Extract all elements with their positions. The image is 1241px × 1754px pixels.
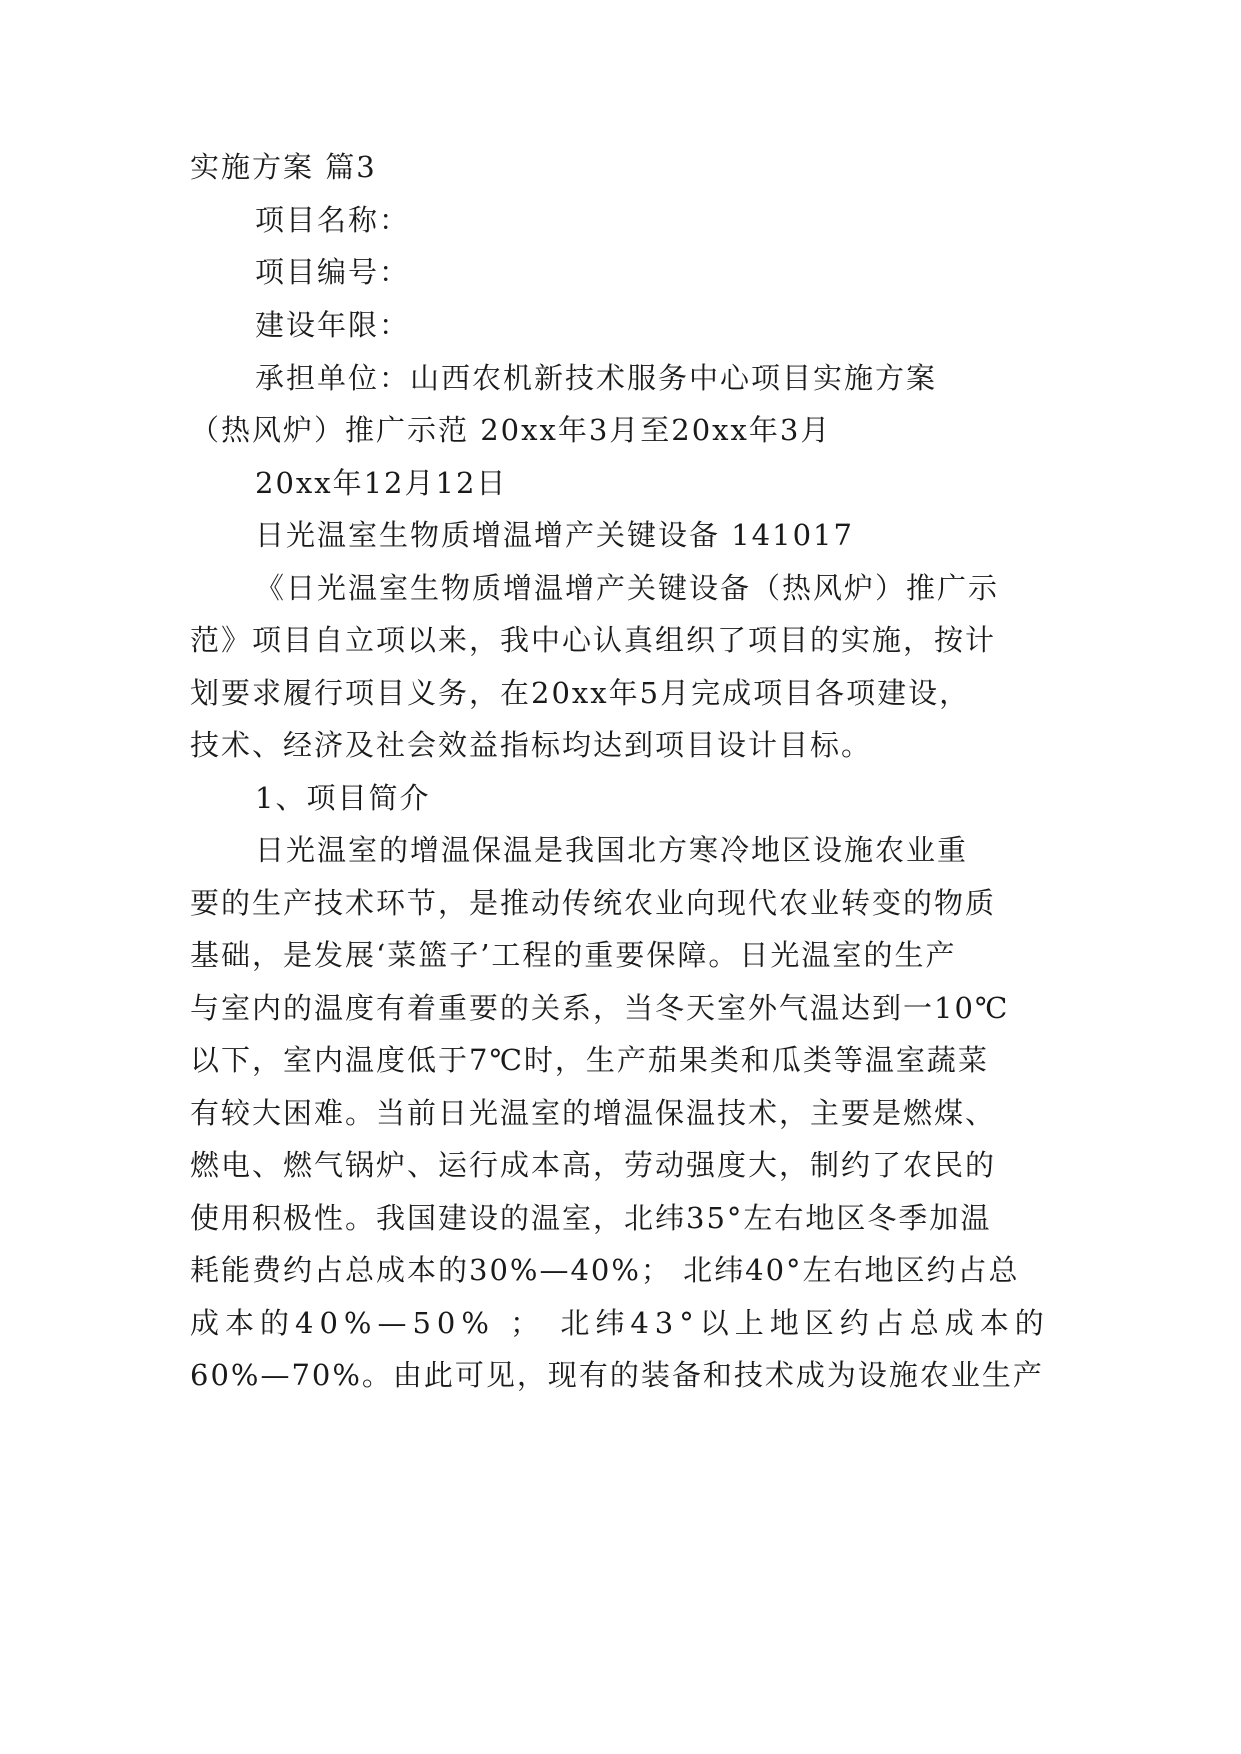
paragraph-line: 技术、经济及社会效益指标均达到项目设计目标。 [190, 728, 873, 762]
section-heading: 1、项目简介 [255, 781, 431, 815]
paragraph-line: 日光温室的增温保温是我国北方寒冷地区设施农业重 [255, 833, 969, 867]
paragraph-line: 使用积极性。我国建设的温室，北纬35°左右地区冬季加温 [190, 1201, 992, 1235]
paragraph-line: 成本的40%—50% ； 北纬43°以上地区约占总成本的 [190, 1306, 1050, 1340]
text-line: 日光温室生物质增温增产关键设备 141017 [255, 518, 854, 552]
paragraph-line: 《日光温室生物质增温增产关键设备（热风炉）推广示 [255, 571, 1000, 605]
paragraph-line: 要的生产技术环节，是推动传统农业向现代农业转变的物质 [190, 886, 997, 920]
field-construction-period: 建设年限： [255, 308, 411, 342]
paragraph-line: 范》项目自立项以来，我中心认真组织了项目的实施，按计 [190, 623, 997, 657]
field-project-number: 项目编号： [255, 255, 411, 289]
paragraph-line: 与室内的温度有着重要的关系，当冬天室外气温达到一10℃ [190, 991, 1010, 1025]
paragraph-line: 基础，是发展‘菜篮子’工程的重要保障。日光温室的生产 [190, 938, 957, 972]
document-heading: 实施方案 篇3 [190, 150, 377, 184]
paragraph-line: 60%—70%。由此可见，现有的装备和技术成为设施农业生产 [190, 1358, 1044, 1392]
paragraph-line: 以下，室内温度低于7℃时，生产茄果类和瓜类等温室蔬菜 [190, 1043, 989, 1077]
paragraph-line: 划要求履行项目义务，在20xx年5月完成项目各项建设， [190, 676, 971, 710]
date-line: 20xx年12月12日 [255, 466, 508, 500]
paragraph-line: 有较大困难。当前日光温室的增温保温技术，主要是燃煤、 [190, 1096, 997, 1130]
paragraph-line: 耗能费约占总成本的30%—40%； 北纬40°左右地区约占总 [190, 1253, 1020, 1287]
field-responsible-unit: 承担单位：山西农机新技术服务中心项目实施方案 [255, 361, 938, 395]
text-line: （热风炉）推广示范 20xx年3月至20xx年3月 [190, 413, 832, 447]
field-project-name: 项目名称： [255, 203, 411, 237]
paragraph-line: 燃电、燃气锅炉、运行成本高，劳动强度大，制约了农民的 [190, 1148, 997, 1182]
